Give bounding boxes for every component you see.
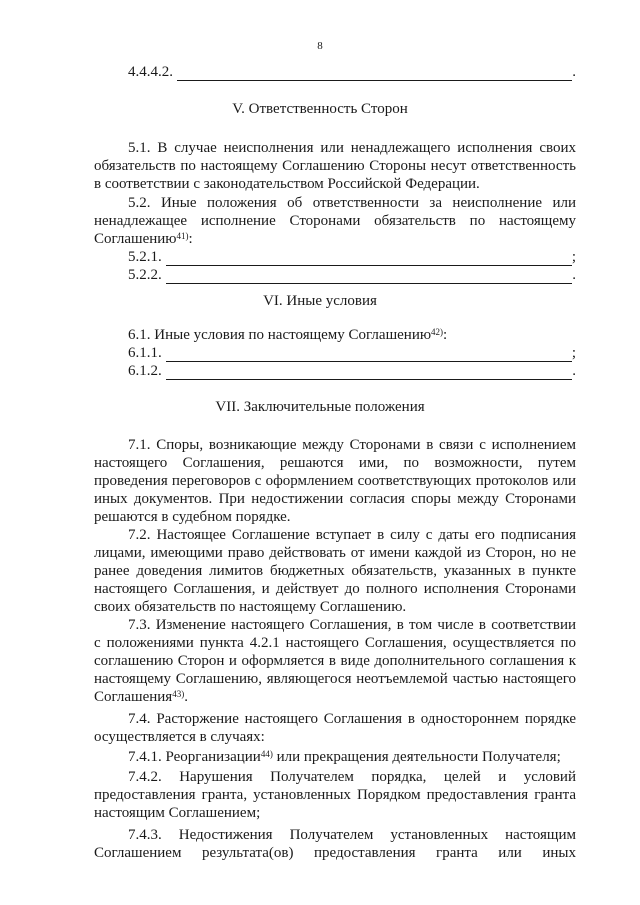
paragraph-line: предоставления гранта, установленных Порядком предоставления гранта bbox=[94, 787, 576, 803]
item-label: 6.1.2. bbox=[128, 363, 162, 379]
paragraph-line: настоящего Соглашения, и действует до полного исполнения Сторонами bbox=[94, 581, 576, 597]
footnote-ref: 43) bbox=[172, 689, 185, 699]
paragraph-line bbox=[128, 326, 447, 344]
text-run: Соглашению bbox=[94, 231, 177, 247]
text-run: : bbox=[188, 231, 193, 247]
item-label: 6.1.1. bbox=[128, 345, 162, 361]
paragraph-line bbox=[128, 748, 561, 766]
paragraph-line: ранее доведения лимитов бюджетных обязательств, указанных в пункте bbox=[94, 563, 576, 579]
paragraph-line: проведения переговоров с оформлением соответствующих протоколов или bbox=[94, 473, 576, 489]
paragraph-line: Соглашением результата(ов) предоставления гранта или иных bbox=[94, 845, 576, 861]
paragraph-line: настоящего Соглашения, решаются ими, по возможности, путем bbox=[94, 455, 576, 471]
paragraph-line: 7.4.2. Нарушения Получателем порядка, целей и условий bbox=[128, 769, 576, 785]
paragraph-line: 7.1. Споры, возникающие между Сторонами в связи с исполнением bbox=[128, 437, 576, 453]
paragraph-line: лицами, имеющими право действовать от имени каждой из Сторон, но не bbox=[94, 545, 576, 561]
fill-blank-line bbox=[177, 67, 572, 81]
paragraph-line: решаются в судебном порядке. bbox=[94, 509, 291, 525]
section-heading-vi: VI. Иные условия bbox=[263, 293, 377, 309]
item-5-2-2 bbox=[128, 266, 576, 284]
footnote-ref: 44) bbox=[260, 749, 273, 759]
paragraph-line: настоящему Соглашению, являющегося неотъемлемой частью настоящего bbox=[94, 671, 576, 687]
paragraph-line: обязательств по настоящему Соглашению Стороны несут ответственность bbox=[94, 158, 576, 174]
paragraph-line: ненадлежащее исполнение Сторонами обязательств по настоящему bbox=[94, 213, 576, 229]
paragraph-line bbox=[94, 688, 188, 706]
paragraph-line: 7.2. Настоящее Соглашение вступает в силу с даты его подписания bbox=[128, 527, 576, 543]
section-heading-vii: VII. Заключительные положения bbox=[215, 399, 425, 415]
paragraph-line: с положениями пункта 4.2.1 настоящего Соглашения, осуществляется по bbox=[94, 635, 576, 651]
section-heading-v: V. Ответственность Сторон bbox=[232, 101, 408, 117]
item-5-2-1 bbox=[128, 248, 576, 266]
paragraph-line: 7.4. Расторжение настоящего Соглашения в одностороннем порядке bbox=[128, 711, 576, 727]
paragraph-line: в соответствии с законодательством Российской Федерации. bbox=[94, 176, 480, 192]
paragraph-line: иных документов. При недостижении согласия споры между Сторонами bbox=[94, 491, 576, 507]
fill-blank-line bbox=[166, 348, 572, 362]
paragraph-line: осуществляется в случаях: bbox=[94, 729, 265, 745]
text-run: : bbox=[443, 327, 448, 343]
item-end: . bbox=[572, 64, 576, 80]
text-run: Соглашения bbox=[94, 689, 173, 705]
paragraph-line: 5.1. В случае неисполнения или ненадлежащего исполнения своих bbox=[128, 140, 576, 156]
text-run: 6.1. Иные условия по настоящему Соглашению bbox=[128, 327, 432, 343]
paragraph-line: 5.2. Иные положения об ответственности за неисполнение или bbox=[128, 195, 576, 211]
paragraph-line: 7.3. Изменение настоящего Соглашения, в том числе в соответствии bbox=[128, 617, 576, 633]
item-end: . bbox=[572, 267, 576, 283]
page-number: 8 bbox=[317, 40, 323, 52]
paragraph-line: соглашению Сторон и оформляется в виде дополнительного соглашения к bbox=[94, 653, 576, 669]
item-end: ; bbox=[571, 345, 576, 361]
item-end: ; bbox=[571, 249, 576, 265]
paragraph-line: 7.4.3. Недостижения Получателем установленных настоящим bbox=[128, 827, 576, 843]
fill-blank-line bbox=[166, 366, 573, 380]
item-6-1-1 bbox=[128, 344, 576, 362]
footnote-ref: 41) bbox=[176, 231, 189, 241]
fill-blank-line bbox=[166, 252, 572, 266]
text-run: . bbox=[184, 689, 188, 705]
paragraph-line bbox=[94, 230, 193, 248]
item-6-1-2 bbox=[128, 362, 576, 380]
item-end: . bbox=[572, 363, 576, 379]
item-label: 5.2.1. bbox=[128, 249, 162, 265]
fill-blank-line bbox=[166, 270, 573, 284]
footnote-ref: 42) bbox=[431, 327, 444, 337]
text-run: или прекращения деятельности Получателя; bbox=[272, 749, 561, 765]
paragraph-line: своих обязательств по настоящему Соглашению. bbox=[94, 599, 407, 615]
item-4-4-4-2 bbox=[128, 63, 576, 81]
text-run: 7.4.1. Реорганизации bbox=[128, 749, 261, 765]
item-label: 4.4.4.2. bbox=[128, 64, 173, 80]
paragraph-line: настоящим Соглашением; bbox=[94, 805, 261, 821]
item-label: 5.2.2. bbox=[128, 267, 162, 283]
